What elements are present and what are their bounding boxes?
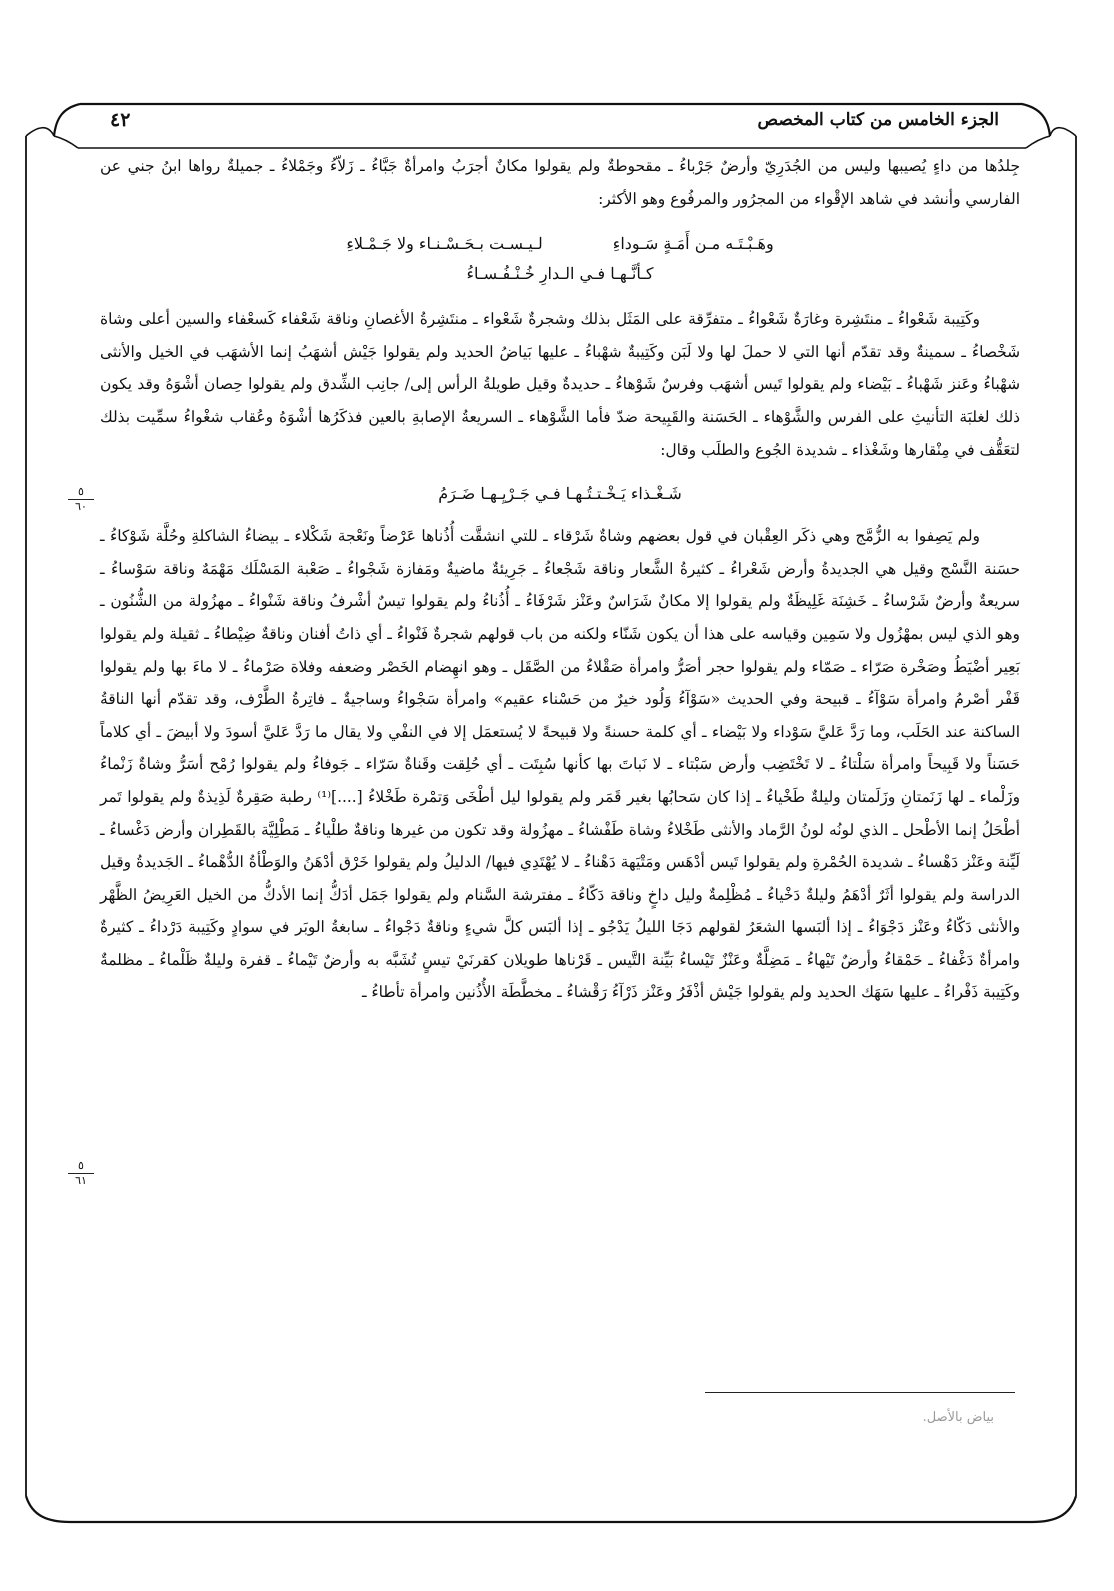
verse-hemistich: لـيـسـت بـحَـسْـنـاء ولا جَـمْـلاءِ xyxy=(346,234,543,254)
poetry-verse xyxy=(100,229,1020,289)
paragraph: وكَتِيبة شَعْواءُ ـ منتَشِرة وغارَةٌ شَعْواءُ ـ متفرِّقة على المَثَل بذلك وشجرةٌ شَعْواء ـ منتَشِرةُ الأغصانِ وناقة شَعْفاء كَسعْفاء والسين أعلى وشاة شَخْصاءُ ـ سمينةٌ وقد تقدّم أنها التي لا حملَ لها ولا لَبَن وكَتِيبةٌ شهْباءُ ـ عليها بَياضُ الحديد ولم يقولوا جَيْش أشهَبُ إنما الأشهَب في الخيل والأنثى شهْباءُ وعَنز شَهْباءُ ـ بَيْضاء ولم يقولوا تَيس أشهَب وفرسٌ شَوْهاءُ ـ حديدةٌ وقيل طويلةُ الرأس إلى/ جانِب الشِّدق ولم يقولوا حِصان أشْوَهُ وقد يكون ذلك لغلبَة التأنيثِ على الفرس والشَّوْهاء ـ الحَسَنة والقَبِيحة ضدّ فأما الشَّوْهاء ـ السريعةُ الإصابةِ بالعين فذكَرُها أشْوَهُ وعُقاب شغْواءُ سمِّيت بذلك لتعَقُّف في مِنْقارها وشَغْذاء ـ شديدة الجُوع والطلَب وقال: xyxy=(100,310,1020,459)
verse-hemistich: وهَـبْـتَـه مـن أَمَـةٍ سَـوداءِ xyxy=(612,234,774,254)
footnote-divider xyxy=(705,1392,1015,1393)
paragraph: جِلدُها من داءٍ يُصيبها وليس من الجُدَرِيّ وأرضٌ جَرْباءُ ـ مقحوطةٌ ولم يقولوا مكانٌ أجرَبُ وامرأةٌ جَبَّاءُ ـ زَلاّءُ وجَمْلاءُ ـ جميلةٌ رواها ابنُ جني عن الفارسي وأنشد في شاهد الإقْواء من المجرُور والمرفُوع وهو الأكثر: xyxy=(100,157,1020,208)
page-header xyxy=(110,103,999,137)
book-title: الجزء الخامس من كتاب المخصص xyxy=(757,110,999,130)
paragraph: ولم يَصِفوا به الزُّمَّج وهي ذكَر العِقْبان في قول بعضهم وشاةٌ شَرْقاء ـ للتي انشقَّت أُذُناها عَرْضاً ونَعْجة شَكْلاء ـ بيضاءُ الشاكلةِ وحُلَّة شَوْكاءُ ـ حسَنة النَّسْج وقيل هي الجديدةُ وأرض شَعْراءُ ـ كثيرةُ الشَّعار وناقة شَجْعاءُ ـ جَرِيئةٌ ماضيةٌ ومَفازة شَجْواءُ ـ صَعْبة المَسْلَك مَهْمَهٌ وناقة سَوْساءُ ـ سريعةٌ وأرضٌ شَرْساءُ ـ خَشِنَة غَلِيظَةٌ ولم يقولوا إلا مكانٌ شَرَاسٌ وعَنْز شَرْفَاءُ ـ أُذُناءُ ولم يقولوا تيسٌ أشْرفُ وناقة شَنْواءُ ـ مهزُولة من الشُّنُون ـ وهو الذي ليس بمهْزُول ولا سَمِين وقياسه على هذا أن يكون شَنّاء ولكنه من باب قولهم شجرةٌ فَنْواءُ ـ أي ذاتُ أفنان وناقةٌ ضِيْطاءُ ـ ثقيلة ولم يقولوا بَعِير أضْيَطُ وصَخْرة صَرّاء ـ صَمّاء ولم يقولوا حجر أصَرُّ وامرأة صَقْلاءُ من الصَّقَل ـ وهو انهِضام الخَصْر وضعفه وفلاة صَرْماءُ ـ لا ماءَ بها ولم يقولوا قَفْر أصْرمُ وامرأة سَوْآءُ ـ قبيحة وفي الحديث «سَوْآءُ وَلُود خيرٌ من حَسْناء عقيم» وامرأة سَجْواءُ وساجيةٌ ـ فاتِرةُ الطَّرْف، وقد تقدّم أنها الناقةُ الساكنة عند الحَلَب، وما رَدَّ عَليَّ سَوْداء ولا بَيْضاء ـ أي كلمة حسنةً ولا قبيحةً لا يُستعمَل إلا في النفْي ولا يقال ما رَدَّ عَليَّ أسودَ ولا أبيضَ ـ أي كلاماً حَسَناً ولا قَبِيحاً وامرأة سَلْتاءُ ـ لا تَخْتَضِب وأرض سَبْتاء ـ لا نَباتَ بها كأنها سُبِتَت ـ أي حُلِقت وقَناةٌ سَرّاء ـ جَوفاءُ ولم يقولوا رُمْح أسَرُّ وشاةٌ زَنْماءُ وزَلْماء ـ لها زَنَمتانِ وزَلَمتان وليلةٌ طَخْياءُ ـ إذا كان سَحابُها بغير قَمَر ولم يقولوا ليل أطْخَى وَتمْرة طَخْلاءُ [....]⁽¹⁾ رطبة صَقِرةٌ لَذِيذةٌ ولم يقولوا تَمر أطْحَلُ إنما الأطْحل ـ الذي لونُه لونُ الرَّماد والأنثى طَخْلاءُ وشاة طَفْشاءُ ـ مهزُولة وقد تكون من غيرها وناقةٌ طلْياءُ ـ مَطْلِيَّة بالقَطِران وأرض دَغْساءُ ـ لَيِّنة وعَنْز دَهْساءُ ـ شديدة الحُمْرةِ ولم يقولوا تَيس أدْهَس ومَتْيَهة دَهْناءُ ـ لا يُهْتَدِي فيها/ الدليلُ ولم يقولوا خَرْق أدْهَنُ والوَطْأةُ الدُّهْماءُ ـ الجَديدةُ وقيل الدراسة ولم يقولوا أثَرٌ أدْهَمُ وليلةٌ دَخْياءُ ـ مُظْلِمةٌ وليل داخٍ وناقة دَكّاءُ ـ مفترشة السَّنام ولم يقولوا جَمَل أدَكُّ إنما الأدكُّ من الخيل العَرِيضُ الظَّهْر والأنثى دَكّاءُ وعَنْز دَجْوَاءُ ـ إذا ألبَسها الشعَرُ لقولهم دَجَا الليلُ يَدْجُو ـ إذا ألبَس كلَّ شيءٍ وناقةٌ دَجْواءُ ـ سابغةُ الوبَر في سوادٍ وكَتِيبة دَرْداءُ ـ كثيرةٌ وامرأةٌ دَغْفاءُ ـ حَمْقاءُ وأرضٌ تَيْهاءُ ـ مَضِلَّةٌ وعَنْزٌ تَيْساءُ بَيِّنة التَّيس ـ قَرْناها طويلان كقرنَيْ تيسٍ تُشَبَّه به وأرضٌ تَيْماءُ ـ قفرة وليلةٌ ظَلْماءُ ـ مظلمةٌ وكَتِيبة ذَفْراءُ ـ عليها سَهَك الحديد ولم يقولوا جَيْش أذْفَرُ وعَنْز ذَرْآءُ رَقْشاءُ ـ مخطَّطَة الأُذُنين وامرأة تأطاءُ ـ xyxy=(100,527,1021,1002)
margin-folio-marker: ٥ ٦٠ xyxy=(68,486,94,513)
footnote: بياض بالأصل. xyxy=(922,1410,994,1425)
margin-folio-marker: ٥ ٦١ xyxy=(68,1160,94,1187)
poetry-verse: شَـغْـذاء يَـخْـتـتُـهـا فـي جَـرْيِـهـا ضَـرَمُ xyxy=(438,484,682,504)
page-number: ٤٢ xyxy=(110,109,131,131)
verse-line: كـأنَّـهـا فـي الـدارِ خُـنْـفُـسـاءُ xyxy=(466,264,654,284)
main-text xyxy=(100,150,1020,1009)
